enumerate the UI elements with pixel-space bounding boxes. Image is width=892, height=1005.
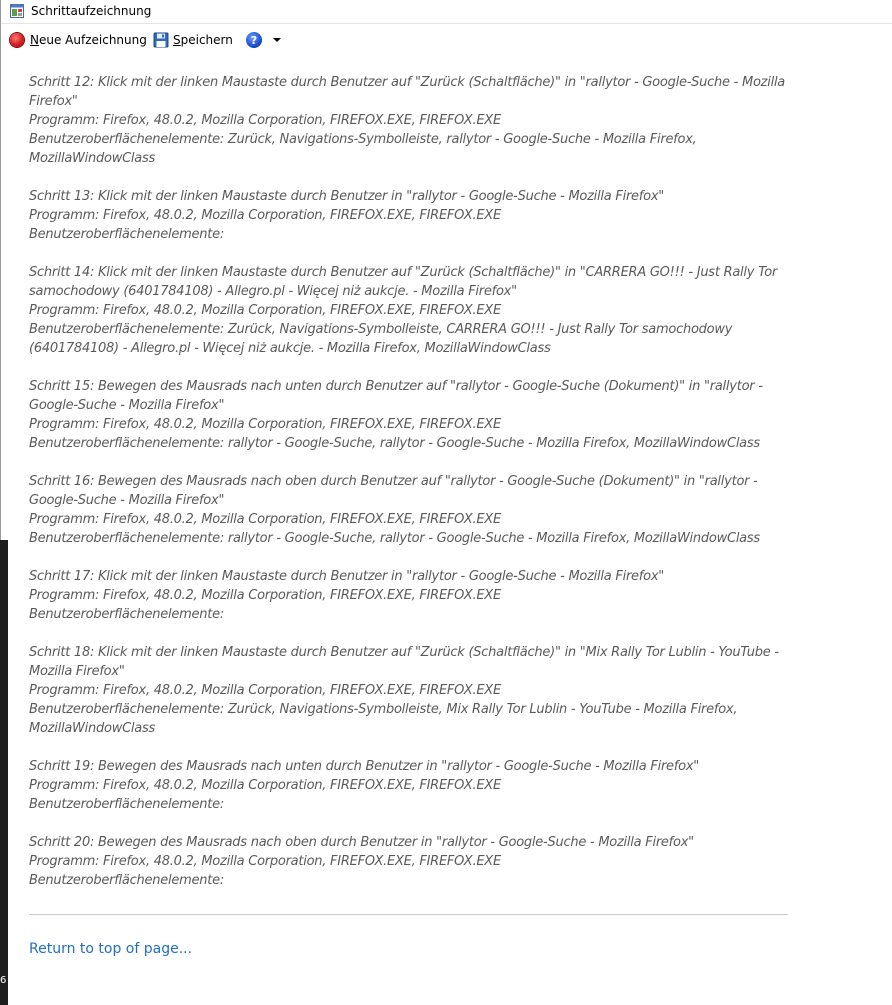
app-window-icon [10, 4, 24, 18]
step-item [29, 73, 789, 168]
step-program: Programm: Firefox, 48.0.2, Mozilla Corporation, FIREFOX.EXE, FIREFOX.EXE [29, 303, 501, 318]
help-dropdown-button[interactable] [271, 30, 281, 50]
step-ui-elements: Benutzeroberflächenelemente: Zurück, Navigations-Symbolleiste, rallytor - Google-Suche - Mozilla Firefox, MozillaWindowClass [29, 132, 697, 166]
step-program: Programm: Firefox, 48.0.2, Mozilla Corporation, FIREFOX.EXE, FIREFOX.EXE [29, 778, 501, 793]
desktop-background-strip [0, 540, 8, 1005]
floppy-disk-icon [153, 32, 169, 48]
step-item [29, 377, 789, 453]
new-recording-label-rest: eue Aufzeichnung [38, 33, 147, 47]
step-item [29, 263, 789, 358]
step-program: Programm: Firefox, 48.0.2, Mozilla Corporation, FIREFOX.EXE, FIREFOX.EXE [29, 512, 501, 527]
chevron-down-icon [273, 38, 281, 42]
save-label [173, 33, 233, 47]
step-ui-elements: Benutzeroberflächenelemente: [29, 873, 224, 888]
step-title: Schritt 13: Klick mit der linken Maustaste durch Benutzer in "rallytor - Google-Suche - Mozilla Firefox" [29, 189, 665, 204]
step-ui-elements: Benutzeroberflächenelemente: rallytor - Google-Suche, rallytor - Google-Suche - Mozilla Firefox, MozillaWindowClass [29, 531, 760, 546]
step-program: Programm: Firefox, 48.0.2, Mozilla Corporation, FIREFOX.EXE, FIREFOX.EXE [29, 208, 501, 223]
help-button[interactable] [246, 30, 262, 50]
step-program: Programm: Firefox, 48.0.2, Mozilla Corporation, FIREFOX.EXE, FIREFOX.EXE [29, 683, 501, 698]
new-recording-accesskey: N [30, 33, 39, 47]
step-title: Schritt 17: Klick mit der linken Maustaste durch Benutzer in "rallytor - Google-Suche - Mozilla Firefox" [29, 569, 665, 584]
help-icon: ? [246, 32, 262, 48]
step-program: Programm: Firefox, 48.0.2, Mozilla Corporation, FIREFOX.EXE, FIREFOX.EXE [29, 588, 501, 603]
step-ui-elements: Benutzeroberflächenelemente: [29, 227, 224, 242]
footer-divider [29, 914, 788, 915]
step-ui-elements: Benutzeroberflächenelemente: [29, 607, 224, 622]
step-title: Schritt 18: Klick mit der linken Maustaste durch Benutzer auf "Zurück (Schaltfläche)" in "Mix Rally Tor Lublin - YouTube - Mozilla Firefox" [29, 645, 779, 679]
step-title: Schritt 16: Bewegen des Mausrads nach oben durch Benutzer auf "rallytor - Google-Suche (Dokument)" in "rallytor - Google-Suche - Mozilla Firefox" [29, 474, 758, 508]
steps-list [29, 73, 789, 909]
step-item [29, 757, 789, 814]
return-to-top-link[interactable]: Return to top of page... [29, 941, 193, 957]
step-ui-elements: Benutzeroberflächenelemente: [29, 797, 224, 812]
step-program: Programm: Firefox, 48.0.2, Mozilla Corporation, FIREFOX.EXE, FIREFOX.EXE [29, 113, 501, 128]
window-title: Schrittaufzeichnung [31, 4, 152, 18]
new-recording-label [30, 33, 147, 47]
step-item [29, 833, 789, 890]
window-left-border [0, 0, 1, 540]
step-item [29, 187, 789, 244]
step-program: Programm: Firefox, 48.0.2, Mozilla Corporation, FIREFOX.EXE, FIREFOX.EXE [29, 417, 501, 432]
step-item [29, 472, 789, 548]
step-ui-elements: Benutzeroberflächenelemente: rallytor - Google-Suche, rallytor - Google-Suche - Mozilla Firefox, MozillaWindowClass [29, 436, 760, 451]
title-bar [1, 0, 892, 24]
step-title: Schritt 20: Bewegen des Mausrads nach oben durch Benutzer in "rallytor - Google-Suche - Mozilla Firefox" [29, 835, 694, 850]
step-title: Schritt 12: Klick mit der linken Maustaste durch Benutzer auf "Zurück (Schaltfläche)" in "rallytor - Google-Suche - Mozilla Firefox" [29, 75, 786, 109]
step-item [29, 567, 789, 624]
desktop-edge-glyph: 6 [0, 975, 7, 986]
step-ui-elements: Benutzeroberflächenelemente: Zurück, Navigations-Symbolleiste, Mix Rally Tor Lublin - YouTube - Mozilla Firefox, MozillaWindowClass [29, 702, 738, 736]
save-accesskey: S [173, 33, 181, 47]
record-icon [10, 33, 24, 47]
step-item [29, 643, 789, 738]
step-program: Programm: Firefox, 48.0.2, Mozilla Corporation, FIREFOX.EXE, FIREFOX.EXE [29, 854, 501, 869]
save-button[interactable] [153, 30, 233, 50]
step-title: Schritt 15: Bewegen des Mausrads nach unten durch Benutzer auf "rallytor - Google-Suche (Dokument)" in "rallytor - Google-Suche - Mozilla Firefox" [29, 379, 763, 413]
save-label-rest: peichern [180, 33, 233, 47]
step-title: Schritt 19: Bewegen des Mausrads nach unten durch Benutzer in "rallytor - Google-Suche - Mozilla Firefox" [29, 759, 699, 774]
step-title: Schritt 14: Klick mit der linken Maustaste durch Benutzer auf "Zurück (Schaltfläche)" in "CARRERA GO!!! - Just Rally Tor samochodowy (6401784108) - Allegro.pl - Więcej niż aukcje. - Mozilla Firefox" [29, 265, 777, 299]
toolbar [1, 24, 892, 56]
step-ui-elements: Benutzeroberflächenelemente: Zurück, Navigations-Symbolleiste, CARRERA GO!!! - Just Rally Tor samochodowy (6401784108) - Allegro.pl - Więcej niż aukcje. - Mozilla Firefox, MozillaWindowClass [29, 322, 733, 356]
new-recording-button[interactable] [10, 30, 147, 50]
